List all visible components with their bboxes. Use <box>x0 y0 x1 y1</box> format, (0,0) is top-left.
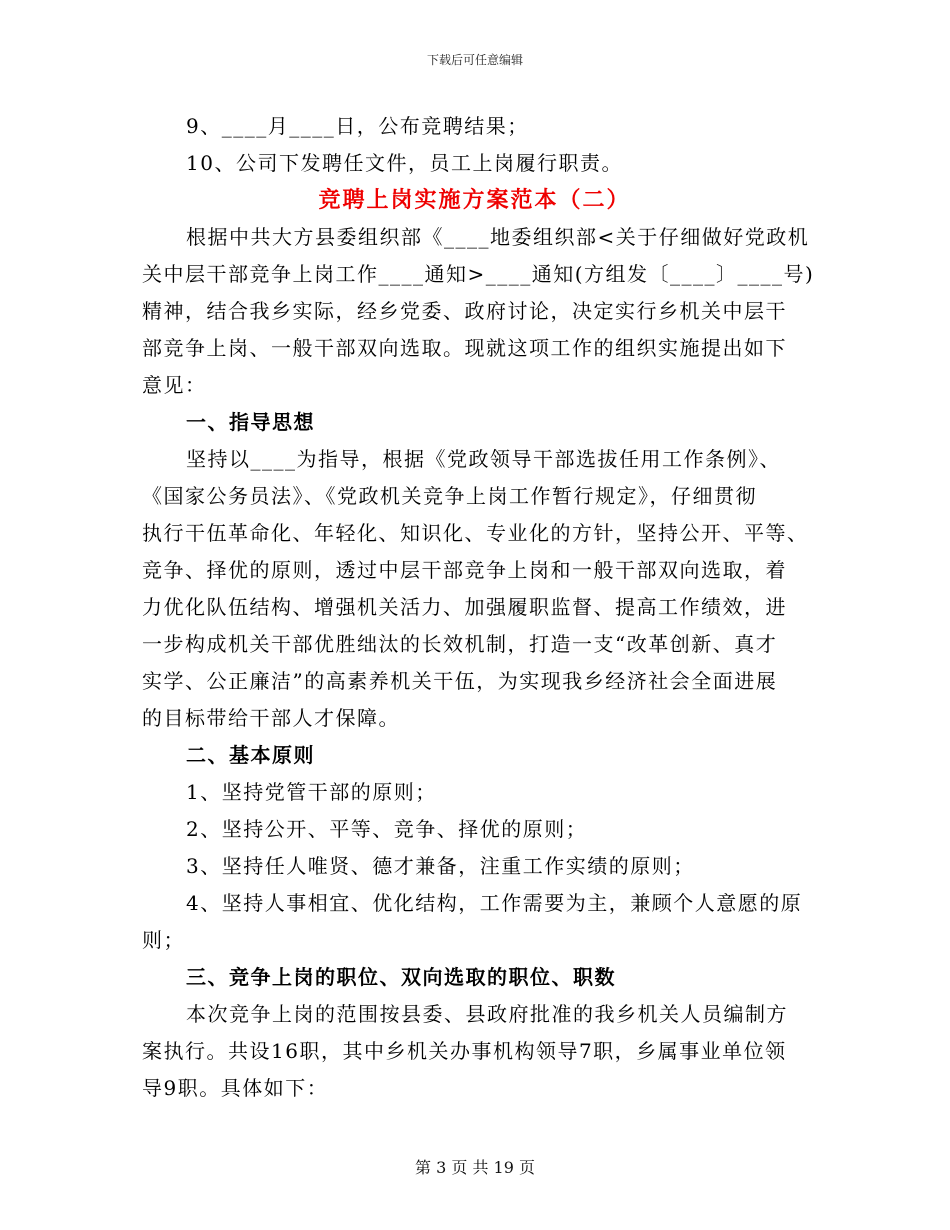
text-line: 的目标带给干部人才保障。 <box>142 706 400 730</box>
section-title: 竞聘上岗实施方案范本（二） <box>318 187 631 213</box>
page-header-note: 下载后可任意编辑 <box>426 53 523 67</box>
text-line: 意见： <box>142 373 207 397</box>
document-body <box>142 108 815 1107</box>
section-heading: 三、竞争上岗的职位、双向选取的职位、职数 <box>186 965 616 989</box>
text-line: 则； <box>142 928 185 952</box>
text-line: 竞争、择优的原则，透过中层干部竞争上岗和一般干部双向选取，着 <box>142 558 787 582</box>
text-line: 坚持以____为指导，根据《党政领导干部选拔任用工作条例》、 <box>186 447 781 471</box>
text-line: 导9职。具体如下： <box>142 1076 329 1100</box>
text-line: 本次竞争上岗的范围按县委、县政府批准的我乡机关人员编制方 <box>186 1002 788 1026</box>
section-heading: 二、基本原则 <box>186 743 315 767</box>
text-line: 精神，结合我乡实际，经乡党委、政府讨论，决定实行乡机关中层干 <box>142 299 787 323</box>
text-line: 3、坚持任人唯贤、德才兼备，注重工作实绩的原则； <box>186 854 695 878</box>
text-line: 部竞争上岗、一般干部双向选取。现就这项工作的组织实施提出如下 <box>142 336 787 360</box>
page-number-footer: 第 3 页 共 19 页 <box>415 1158 535 1177</box>
text-line: 一步构成机关干部优胜绌汰的长效机制，打造一支“改革创新、真才 <box>142 632 778 656</box>
text-line: 关中层干部竞争上岗工作____通知>____通知(方组发〔____〕____号) <box>142 262 815 286</box>
text-line: 《国家公务员法》、《党政机关竞争上岗工作暂行规定》，仔细贯彻 <box>142 484 757 508</box>
text-line: 10、公司下发聘任文件，员工上岗履行职责。 <box>186 151 623 175</box>
text-line: 执行干伍革命化、年轻化、知识化、专业化的方针，坚持公开、平等、 <box>142 521 809 545</box>
text-line: 力优化队伍结构、增强机关活力、加强履职监督、提高工作绩效，进 <box>142 595 787 619</box>
section-heading: 一、指导思想 <box>186 410 315 434</box>
text-line: 实学、公正廉洁”的高素养机关干伍，为实现我乡经济社会全面进展 <box>142 669 778 693</box>
text-line: 根据中共大方县委组织部《____地委组织部<关于仔细做好党政机 <box>186 225 810 249</box>
text-line: 9、____月____日，公布竞聘结果； <box>186 114 529 138</box>
text-line: 4、坚持人事相宜、优化结构，工作需要为主，兼顾个人意愿的原 <box>186 891 803 915</box>
text-line: 2、坚持公开、平等、竞争、择优的原则； <box>186 817 588 841</box>
text-line: 1、坚持党管干部的原则； <box>186 780 437 804</box>
text-line: 案执行。共设16职，其中乡机关办事机构领导7职，乡属事业单位领 <box>142 1039 787 1063</box>
